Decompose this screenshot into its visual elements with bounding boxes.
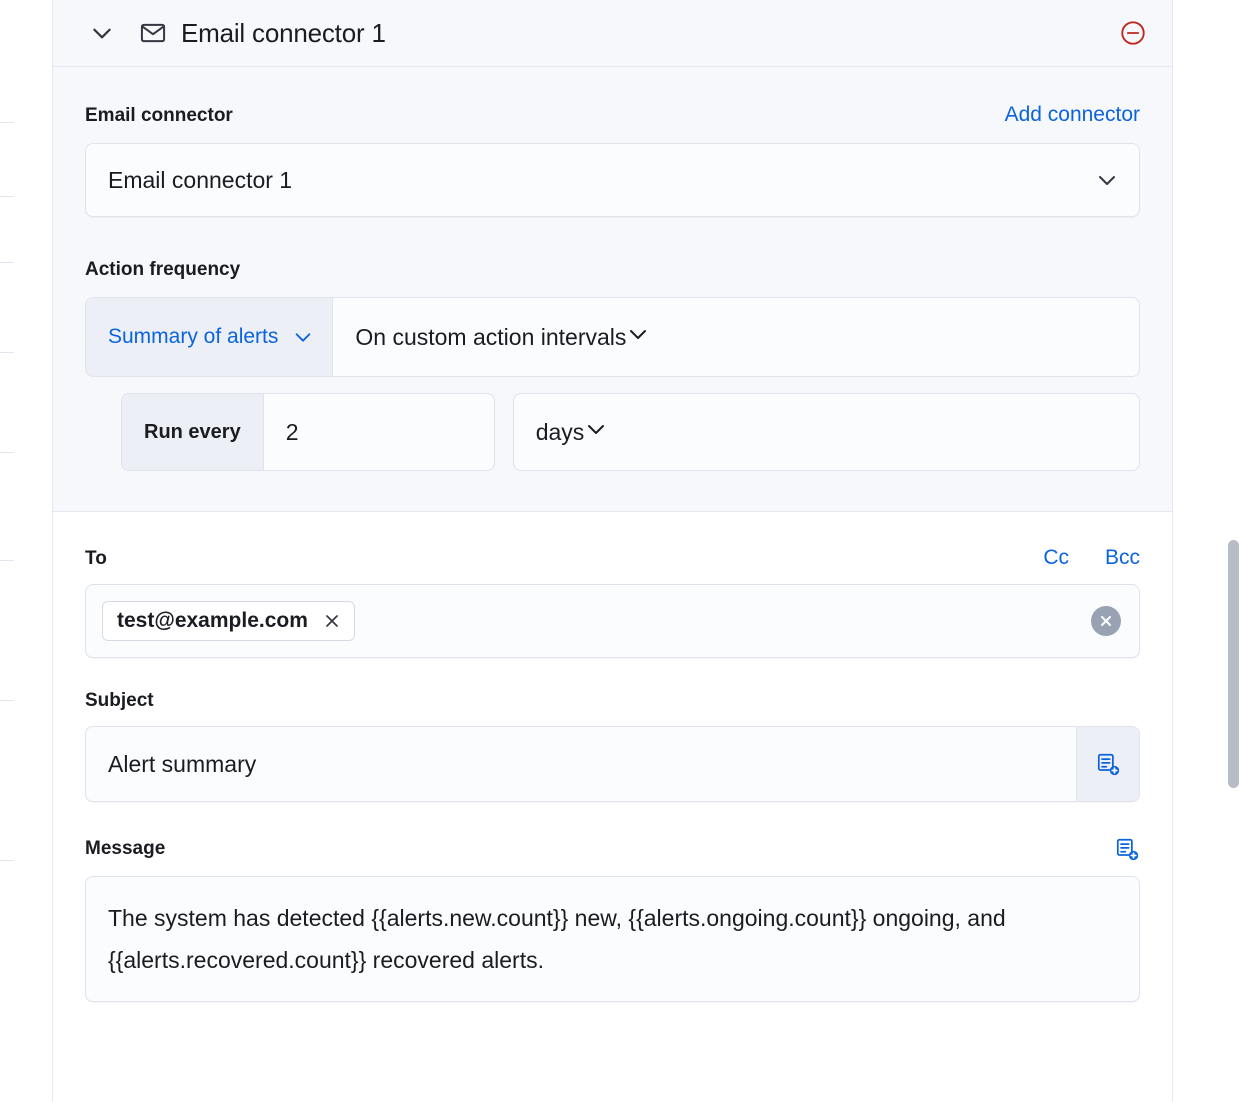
run-every-label: Run every (121, 393, 263, 471)
connector-card (52, 0, 1173, 1102)
recipient-chip[interactable] (102, 601, 355, 641)
scrollbar-thumb[interactable] (1228, 540, 1239, 788)
mail-icon (139, 19, 167, 47)
remove-circle-icon[interactable] (1118, 18, 1148, 48)
subject-value: Alert summary (108, 750, 257, 777)
action-interval-value: On custom action intervals (355, 323, 627, 350)
action-frequency-row (85, 297, 1140, 377)
close-icon[interactable] (322, 611, 342, 631)
subject-field[interactable] (85, 726, 1140, 802)
page-title: Email connector 1 (181, 17, 386, 48)
clear-input-icon[interactable] (1091, 606, 1121, 636)
run-every-unit-select[interactable] (513, 393, 1140, 471)
gutter-divider (0, 700, 14, 701)
chevron-down-icon (584, 417, 608, 447)
gutter-divider (0, 352, 14, 353)
bcc-link[interactable]: Bcc (1104, 546, 1140, 569)
chevron-down-icon (626, 322, 650, 352)
run-every-row (121, 393, 1140, 471)
connector-card-header (53, 0, 1172, 67)
left-gutter (0, 0, 52, 1102)
message-label: Message (85, 838, 166, 859)
summary-of-alerts-label: Summary of alerts (108, 325, 279, 348)
add-connector-link[interactable]: Add connector (1004, 103, 1140, 126)
gutter-divider (0, 122, 14, 123)
run-every-unit-value: days (535, 418, 585, 445)
recipient-chip-label: test@example.com (117, 609, 308, 632)
connector-settings-section (53, 67, 1172, 512)
cc-link[interactable]: Cc (1043, 546, 1069, 569)
to-label-row (85, 546, 1140, 570)
gutter-divider (0, 560, 14, 561)
gutter-divider (0, 452, 14, 453)
add-variable-icon[interactable] (1076, 727, 1139, 801)
message-label-row (85, 836, 1140, 862)
action-interval-select[interactable] (332, 297, 1140, 377)
chevron-down-icon (292, 326, 314, 348)
chevron-down-icon (1095, 168, 1119, 192)
to-label: To (85, 548, 107, 569)
email-connector-label: Email connector (85, 105, 233, 126)
run-every-value: 2 (285, 418, 299, 445)
chevron-down-icon[interactable] (85, 16, 119, 50)
email-connector-label-row (85, 103, 1140, 127)
summary-of-alerts-dropdown[interactable] (85, 297, 332, 377)
connector-select[interactable] (85, 143, 1140, 217)
message-textarea[interactable]: The system has detected {{alerts.new.count}} new, {{alerts.ongoing.count}} ongoing, and {{alerts.recovered.count}} recovered alerts. (85, 876, 1140, 1002)
to-combobox[interactable] (85, 584, 1140, 658)
run-every-input[interactable] (263, 393, 495, 471)
gutter-divider (0, 262, 14, 263)
gutter-divider (0, 860, 14, 861)
add-variable-icon[interactable] (1114, 836, 1140, 862)
gutter-divider (0, 196, 14, 197)
action-frequency-label: Action frequency (85, 259, 241, 280)
connector-select-value: Email connector 1 (108, 166, 293, 193)
email-fields-section (53, 512, 1172, 1002)
subject-label: Subject (85, 690, 154, 711)
